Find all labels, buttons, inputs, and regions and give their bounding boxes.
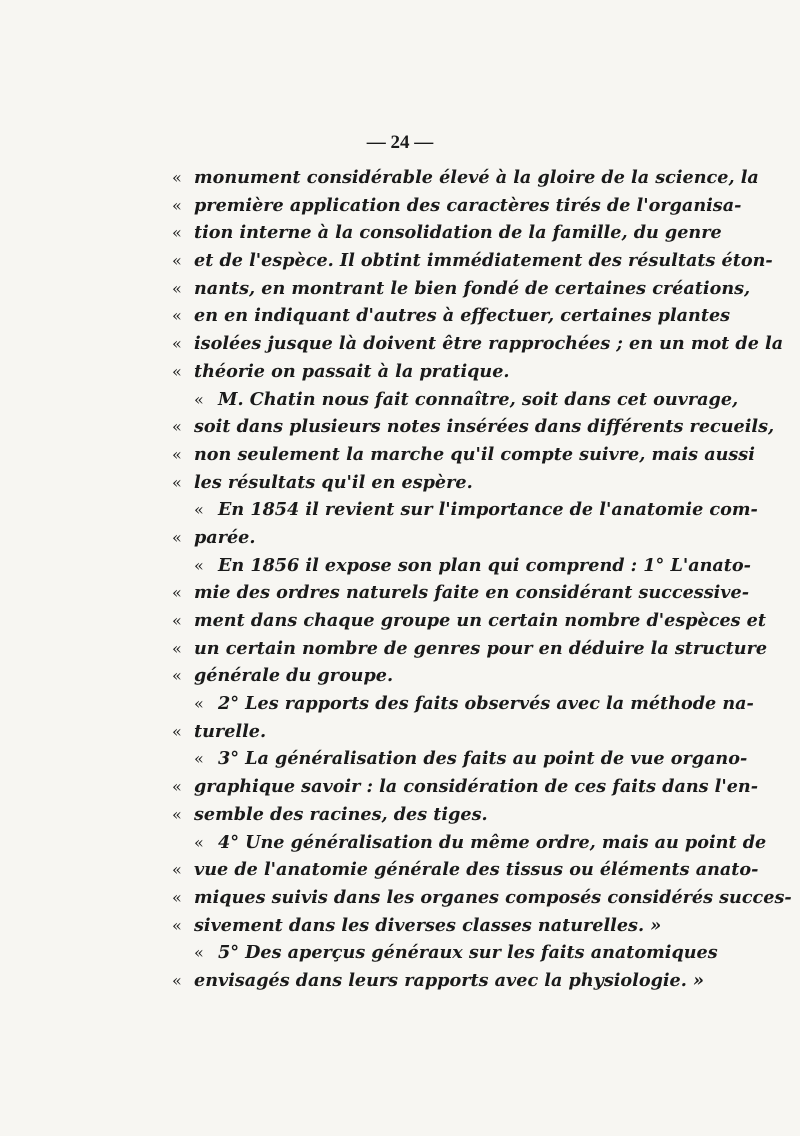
line-text: et de l'espèce. Il obtint immédiatement des résultats éton- [194, 250, 773, 272]
text-line [172, 441, 755, 469]
quote-mark: « [172, 915, 182, 935]
text-line [172, 939, 718, 967]
quote-mark: « [172, 887, 182, 907]
text-line [172, 247, 773, 275]
text-line [172, 219, 722, 247]
quote-mark: « [172, 611, 182, 630]
text-line [172, 690, 754, 718]
line-text: première application des caractères tirés de l'organisa- [194, 194, 742, 216]
line-text: un certain nombre de genres pour en déduire la structure [194, 637, 768, 659]
text-line [172, 164, 759, 192]
text-line [172, 912, 662, 940]
quote-mark: « [172, 970, 182, 990]
line-text: graphique savoir : la considération de ces faits dans l'en- [194, 776, 759, 798]
quote-mark: « [172, 527, 182, 547]
quote-mark: « [172, 223, 182, 243]
quote-mark: « [194, 694, 204, 714]
quote-mark: « [172, 666, 182, 686]
text-line [172, 884, 792, 912]
quote-mark: « [172, 306, 182, 326]
text-line [172, 607, 766, 635]
quote-mark: « [172, 417, 182, 437]
body-text [172, 164, 792, 995]
line-text: En 1856 il expose son plan qui comprend : 1° L'anato- [218, 554, 751, 576]
line-text: nants, en montrant le bien fondé de certaines créations, [194, 277, 751, 299]
quote-mark: « [172, 721, 182, 741]
line-text: les résultats qu'il en espère. [194, 471, 473, 493]
text-line [172, 552, 751, 580]
quote-mark: « [172, 278, 182, 298]
line-text: semble des racines, des tiges. [194, 803, 488, 825]
line-text: en en indiquant d'autres à effectuer, certaines plantes [194, 305, 731, 327]
line-text: générale du groupe. [194, 665, 394, 687]
text-line [172, 413, 775, 441]
line-text: En 1854 il revient sur l'importance de l'anatomie com- [218, 499, 758, 521]
text-line [172, 773, 759, 801]
page-number: — 24 — [366, 132, 434, 153]
quote-mark: « [194, 500, 204, 520]
text-line [172, 745, 748, 773]
line-text: turelle. [194, 720, 267, 742]
quote-mark: « [172, 361, 182, 381]
quote-mark: « [194, 749, 204, 769]
line-text: 5° Des aperçus généraux sur les faits anatomiques [218, 942, 718, 964]
line-text: monument considérable élevé à la gloire de la science, la [194, 167, 759, 188]
line-text: tion interne à la consolidation de la famille, du genre [194, 222, 722, 244]
line-text: envisagés dans leurs rapports avec la physiologie. » [194, 969, 704, 991]
quote-mark: « [172, 334, 182, 354]
line-text: 3° La généralisation des faits au point de vue organo- [218, 748, 748, 770]
line-text: 2° Les rapports des faits observés avec la méthode na- [218, 693, 754, 715]
quote-mark: « [172, 638, 182, 658]
text-line [172, 524, 654, 552]
text-line [172, 386, 739, 414]
text-line [172, 967, 704, 995]
text-line [172, 718, 654, 746]
line-text: 4° Une généralisation du même ordre, mais au point de [218, 831, 767, 853]
text-line [172, 192, 742, 220]
text-line [172, 579, 750, 607]
line-text: parée. [194, 526, 256, 548]
quote-mark: « [172, 804, 182, 824]
line-text: ment dans chaque groupe un certain nombre d'espèces et [194, 610, 766, 631]
quote-mark: « [194, 389, 204, 409]
quote-mark: « [172, 777, 182, 797]
text-line [172, 635, 768, 663]
line-text: vue de l'anatomie générale des tissus ou éléments anato- [194, 859, 759, 881]
text-line [172, 801, 654, 829]
quote-mark: « [194, 555, 204, 575]
quote-mark: « [172, 251, 182, 271]
quote-mark: « [194, 943, 204, 963]
text-line [172, 662, 654, 690]
text-line [172, 856, 759, 884]
line-text: soit dans plusieurs notes insérées dans différents recueils, [194, 416, 775, 438]
text-line [172, 496, 758, 524]
line-text: miques suivis dans les organes composés considérés succes- [194, 886, 792, 908]
line-text: M. Chatin nous fait connaître, soit dans cet ouvrage, [218, 388, 739, 410]
line-text: sivement dans les diverses classes naturelles. » [194, 914, 662, 936]
quote-mark: « [172, 195, 182, 215]
quote-mark: « [172, 168, 182, 187]
quote-mark: « [194, 832, 204, 852]
line-text: mie des ordres naturels faite en considérant successive- [194, 582, 750, 604]
text-line [172, 275, 751, 303]
line-text: isolées jusque là doivent être rapprochées ; en un mot de la [194, 333, 784, 355]
text-line [172, 302, 731, 330]
text-line [172, 829, 767, 857]
quote-mark: « [172, 583, 182, 603]
quote-mark: « [172, 860, 182, 880]
text-line [172, 469, 654, 497]
quote-mark: « [172, 472, 182, 492]
line-text: théorie on passait à la pratique. [194, 360, 510, 382]
line-text: non seulement la marche qu'il compte suivre, mais aussi [194, 443, 755, 465]
text-line [172, 330, 784, 358]
quote-mark: « [172, 444, 182, 464]
text-line [172, 358, 654, 386]
